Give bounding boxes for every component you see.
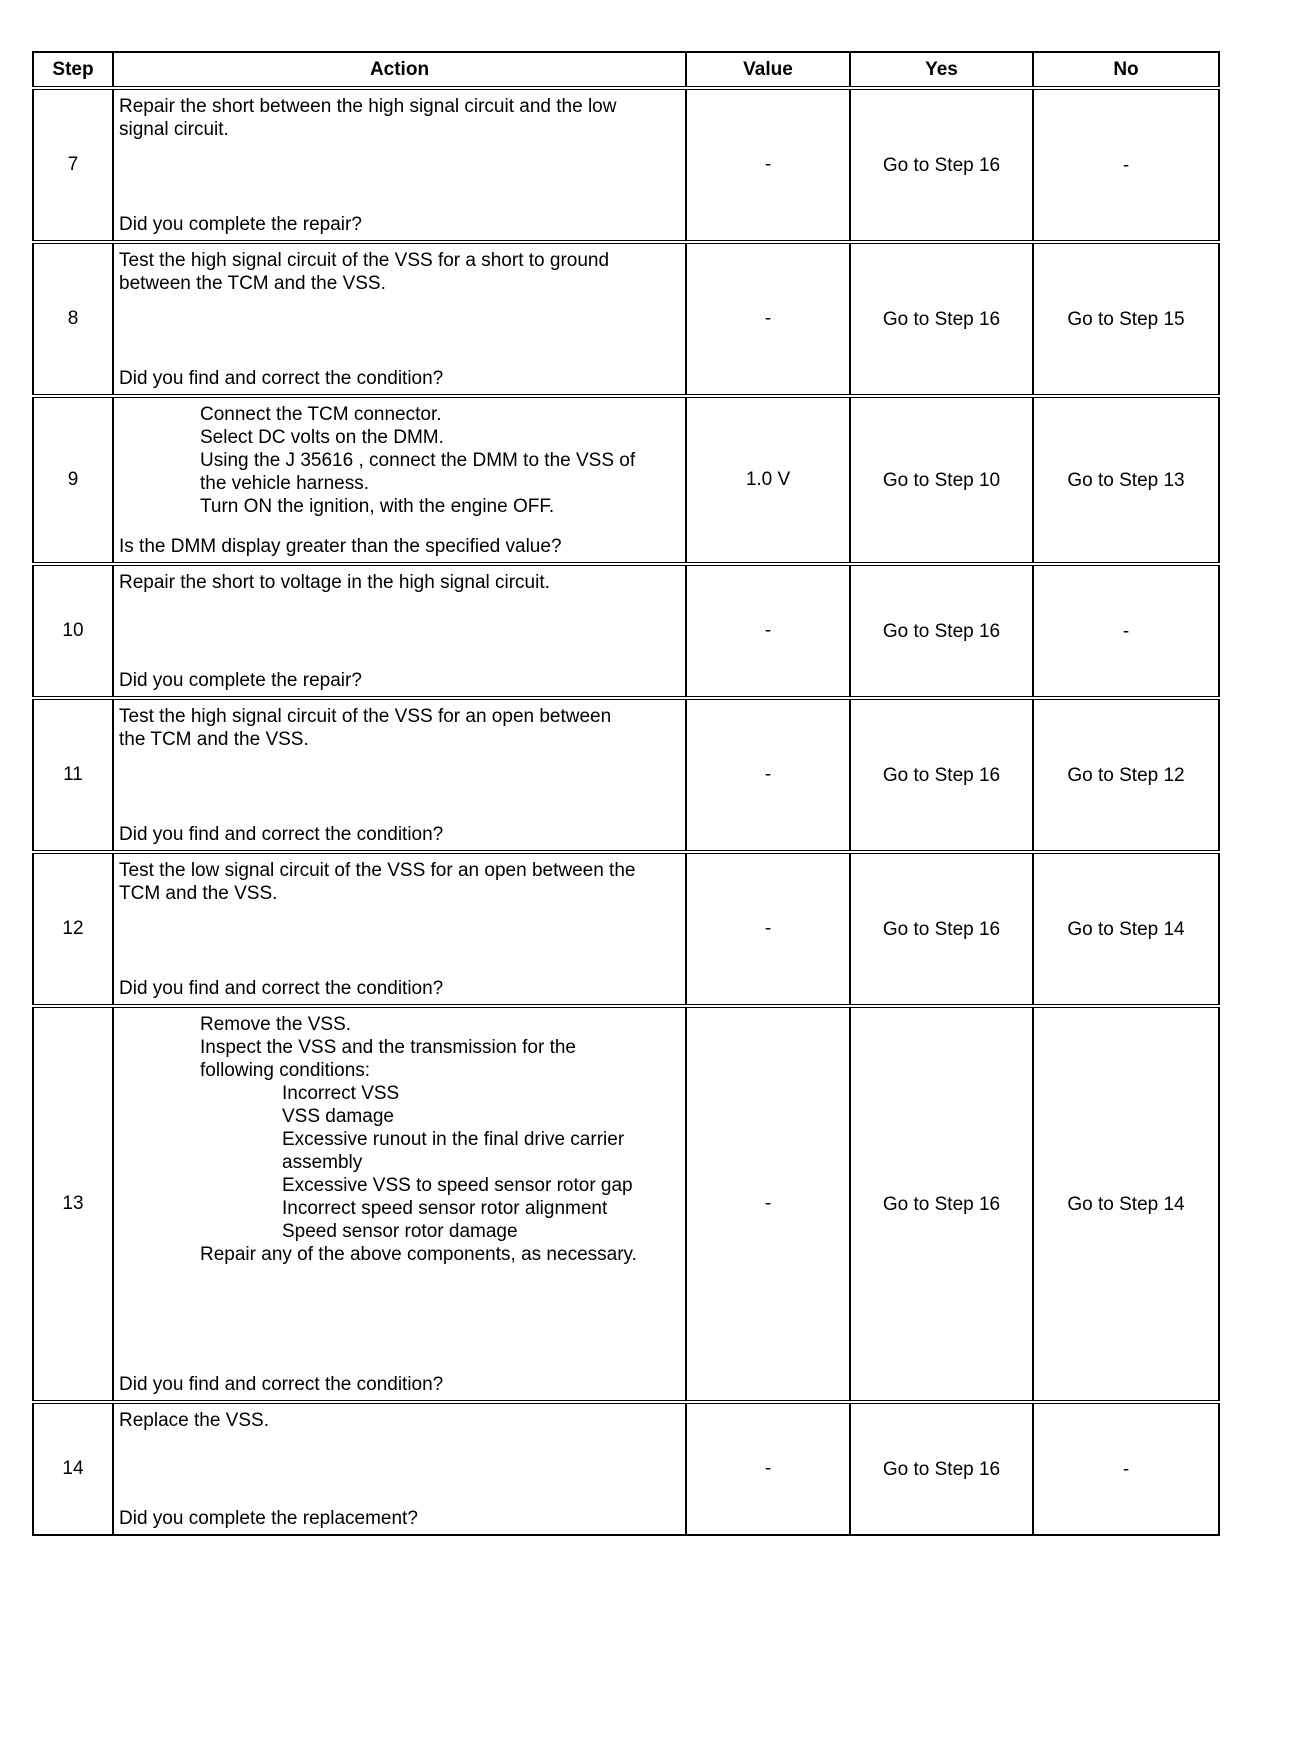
header-yes: Yes [850, 52, 1033, 88]
step-number: 11 [33, 698, 113, 852]
value-cell: - [686, 698, 850, 852]
action-line: Test the low signal circuit of the VSS for an open between the [119, 860, 636, 881]
action-question: Is the DMM display greater than the specified value? [119, 536, 562, 557]
action-cell [113, 242, 686, 396]
no-cell: - [1033, 564, 1219, 698]
action-question: Did you find and correct the condition? [119, 824, 444, 845]
action-line: Select DC volts on the DMM. [200, 427, 444, 448]
action-question: Did you find and correct the condition? [119, 1374, 444, 1395]
header-no: No [1033, 52, 1219, 88]
action-text [119, 403, 679, 518]
action-question: Did you complete the repair? [119, 214, 362, 235]
step-number: 13 [33, 1006, 113, 1402]
table-row [33, 1402, 1219, 1535]
yes-cell: Go to Step 16 [850, 1402, 1033, 1535]
action-line: between the TCM and the VSS. [119, 273, 386, 294]
yes-cell: Go to Step 16 [850, 852, 1033, 1006]
action-line: Remove the VSS. [200, 1014, 352, 1035]
action-line: Speed sensor rotor damage [282, 1221, 518, 1242]
action-line: Test the high signal circuit of the VSS for a short to ground [119, 250, 610, 271]
value-cell: - [686, 564, 850, 698]
action-question: Did you find and correct the condition? [119, 368, 444, 389]
action-cell [113, 1006, 686, 1402]
value-cell: - [686, 1006, 850, 1402]
table-row [33, 564, 1219, 698]
value-cell: - [686, 88, 850, 242]
action-line: Repair any of the above components, as necessary. [200, 1244, 637, 1265]
action-text [119, 571, 679, 594]
header-value: Value [686, 52, 850, 88]
action-cell [113, 852, 686, 1006]
yes-cell: Go to Step 16 [850, 698, 1033, 852]
action-line: Turn ON the ignition, with the engine OFF. [200, 496, 555, 517]
step-number: 7 [33, 88, 113, 242]
action-text [119, 1409, 679, 1432]
header-row [33, 52, 1219, 88]
table-row [33, 852, 1219, 1006]
no-cell: - [1033, 1402, 1219, 1535]
action-line: Repair the short between the high signal circuit and the low [119, 96, 617, 117]
no-cell: - [1033, 88, 1219, 242]
header-action: Action [113, 52, 686, 88]
no-cell: Go to Step 14 [1033, 1006, 1219, 1402]
action-line: Repair the short to voltage in the high signal circuit. [119, 572, 550, 593]
action-line: Inspect the VSS and the transmission for the [200, 1037, 576, 1058]
action-line: Incorrect speed sensor rotor alignment [282, 1198, 608, 1219]
action-question: Did you find and correct the condition? [119, 978, 444, 999]
action-line: Test the high signal circuit of the VSS for an open between [119, 706, 612, 727]
action-line: assembly [282, 1152, 363, 1173]
value-cell: - [686, 242, 850, 396]
action-question: Did you complete the repair? [119, 670, 362, 691]
action-text [119, 95, 679, 141]
table-row [33, 1006, 1219, 1402]
step-number: 12 [33, 852, 113, 1006]
action-text [119, 1013, 679, 1266]
table-row [33, 698, 1219, 852]
action-line: Excessive VSS to speed sensor rotor gap [282, 1175, 633, 1196]
action-cell [113, 88, 686, 242]
value-cell: - [686, 1402, 850, 1535]
action-text [119, 705, 679, 751]
yes-cell: Go to Step 16 [850, 1006, 1033, 1402]
action-line: Using the J 35616 , connect the DMM to the VSS of [200, 450, 636, 471]
no-cell: Go to Step 12 [1033, 698, 1219, 852]
action-line: the TCM and the VSS. [119, 729, 309, 750]
action-cell [113, 396, 686, 564]
action-line: the vehicle harness. [200, 473, 369, 494]
header-step: Step [33, 52, 113, 88]
action-line: following conditions: [200, 1060, 371, 1081]
no-cell: Go to Step 14 [1033, 852, 1219, 1006]
action-line: Replace the VSS. [119, 1410, 269, 1431]
step-number: 8 [33, 242, 113, 396]
step-number: 9 [33, 396, 113, 564]
no-cell: Go to Step 15 [1033, 242, 1219, 396]
action-line: TCM and the VSS. [119, 883, 278, 904]
action-cell [113, 698, 686, 852]
value-cell: - [686, 852, 850, 1006]
action-text [119, 859, 679, 905]
action-line: Connect the TCM connector. [200, 404, 442, 425]
action-question: Did you complete the replacement? [119, 1508, 418, 1529]
table-body [33, 88, 1219, 1535]
action-line: Excessive runout in the final drive carrier [282, 1129, 625, 1150]
action-line: VSS damage [282, 1106, 394, 1127]
yes-cell: Go to Step 16 [850, 242, 1033, 396]
yes-cell: Go to Step 16 [850, 88, 1033, 242]
action-cell [113, 1402, 686, 1535]
table-row [33, 396, 1219, 564]
step-number: 14 [33, 1402, 113, 1535]
value-cell: 1.0 V [686, 396, 850, 564]
diagnostic-table [32, 51, 1220, 1536]
table-row [33, 88, 1219, 242]
table-row [33, 242, 1219, 396]
action-line: Incorrect VSS [282, 1083, 400, 1104]
action-text [119, 249, 679, 295]
yes-cell: Go to Step 10 [850, 396, 1033, 564]
step-number: 10 [33, 564, 113, 698]
action-cell [113, 564, 686, 698]
yes-cell: Go to Step 16 [850, 564, 1033, 698]
no-cell: Go to Step 13 [1033, 396, 1219, 564]
action-line: signal circuit. [119, 119, 229, 140]
